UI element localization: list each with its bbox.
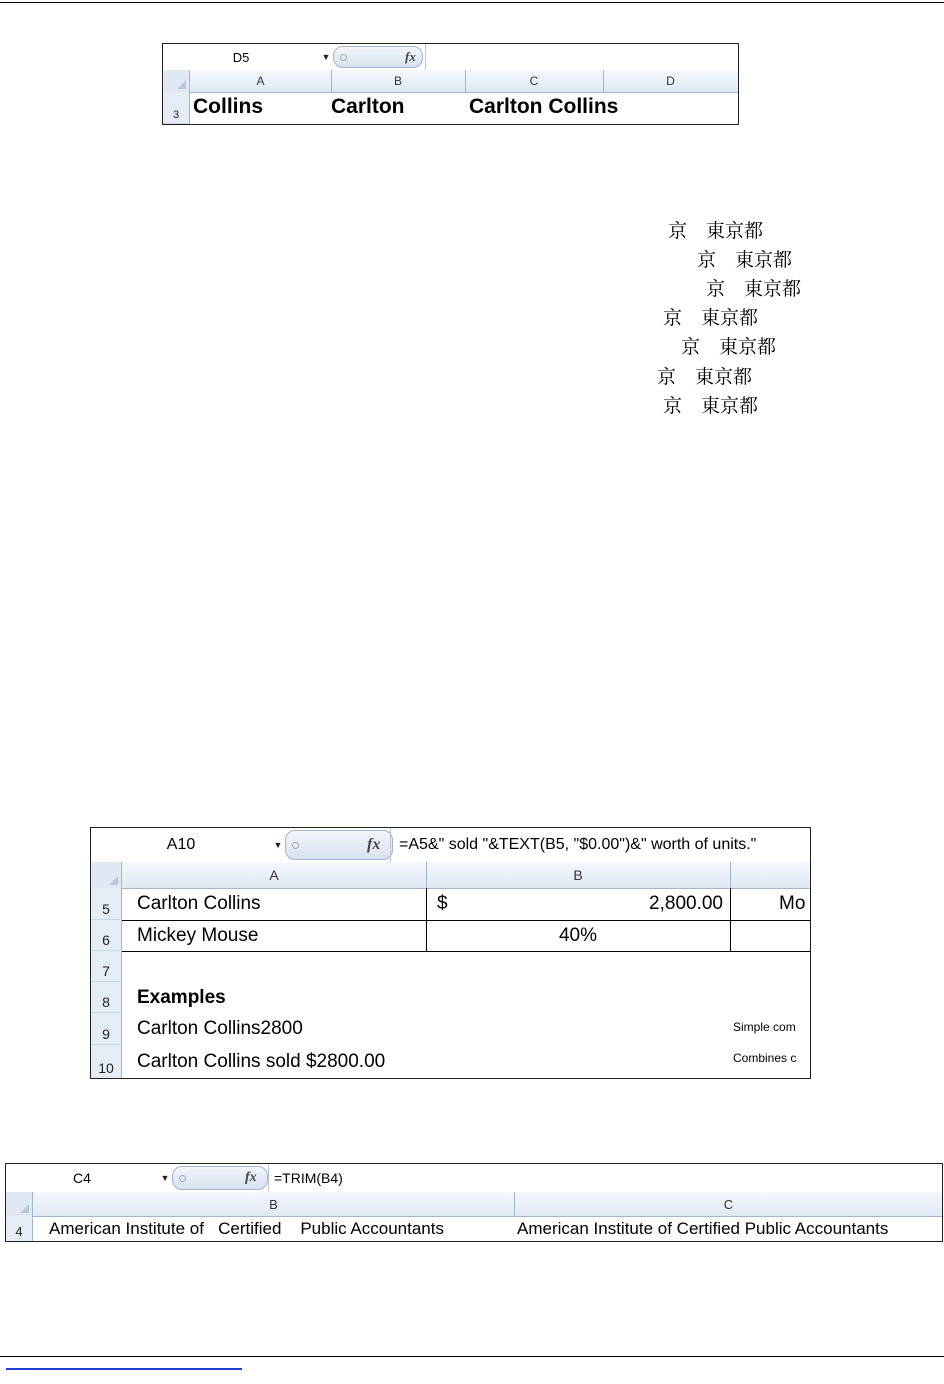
- column-header-c[interactable]: [730, 862, 811, 888]
- row-header-6[interactable]: 6: [91, 920, 122, 951]
- name-box[interactable]: [6, 1164, 172, 1192]
- column-header-row: [91, 862, 810, 889]
- kanji-line: 京 東京都: [706, 278, 802, 300]
- formula-bar: [163, 44, 738, 71]
- column-header-row: [163, 70, 738, 93]
- chevron-down-icon[interactable]: ▼: [321, 52, 331, 62]
- row-header-4[interactable]: 4: [6, 1216, 33, 1242]
- cell-a5[interactable]: Carlton Collins: [137, 893, 261, 914]
- cell-a6[interactable]: Mickey Mouse: [137, 924, 259, 946]
- kanji-line: 京 東京都: [697, 249, 793, 271]
- formula-input[interactable]: =TRIM(B4): [274, 1170, 343, 1186]
- cell-border: [730, 888, 731, 951]
- cell-c5[interactable]: Mo: [779, 893, 806, 914]
- column-header-b[interactable]: B: [331, 70, 466, 92]
- footer-link-underline[interactable]: [6, 1368, 242, 1370]
- select-all-corner[interactable]: [163, 70, 190, 92]
- cell-c3[interactable]: Carlton Collins: [469, 95, 619, 118]
- name-box-value: C4: [73, 1170, 91, 1186]
- grip-dot-icon: [292, 842, 299, 849]
- cell-a3[interactable]: Collins: [193, 95, 264, 118]
- chevron-down-icon[interactable]: ▼: [160, 1173, 170, 1183]
- column-header-a[interactable]: A: [122, 862, 427, 888]
- column-header-d[interactable]: D: [603, 70, 739, 92]
- excel-screenshot-text-function: [90, 827, 811, 1079]
- row-header-9[interactable]: 9: [91, 1013, 122, 1045]
- select-all-corner[interactable]: [6, 1192, 33, 1216]
- cell-border: [122, 951, 811, 952]
- kanji-line: 京 東京都: [668, 220, 764, 242]
- name-box[interactable]: [163, 44, 333, 70]
- name-box-value: A10: [166, 836, 196, 853]
- select-all-corner[interactable]: [91, 862, 122, 888]
- name-box[interactable]: [91, 828, 285, 862]
- cell-b5-currency[interactable]: $: [437, 893, 448, 914]
- cell-c9[interactable]: Simple com: [733, 1020, 796, 1034]
- formula-divider: [268, 1164, 269, 1192]
- grip-dot-icon: [179, 1175, 186, 1182]
- column-header-c[interactable]: C: [514, 1192, 943, 1216]
- formula-divider: [425, 44, 426, 70]
- column-header-row: [6, 1192, 942, 1217]
- fx-icon[interactable]: fx: [367, 836, 381, 853]
- formula-input[interactable]: =A5&" sold "&TEXT(B5, "$0.00")&" worth of units.": [399, 836, 757, 853]
- kanji-line: 京 東京都: [657, 366, 753, 388]
- column-header-b[interactable]: B: [33, 1192, 515, 1216]
- fx-icon[interactable]: fx: [245, 1170, 257, 1185]
- row-header-8[interactable]: 8: [91, 982, 122, 1013]
- kanji-line: 京 東京都: [663, 395, 759, 417]
- column-header-a[interactable]: A: [190, 70, 332, 92]
- cell-a10[interactable]: Carlton Collins sold $2800.00: [137, 1051, 386, 1072]
- name-box-value: D5: [232, 49, 250, 65]
- footer-rule: [0, 1356, 944, 1357]
- column-header-c[interactable]: C: [465, 70, 604, 92]
- formula-bar: [91, 828, 810, 863]
- row-header-5[interactable]: 5: [91, 888, 122, 920]
- row-header-10[interactable]: 10: [91, 1045, 122, 1079]
- cell-c4[interactable]: American Institute of Certified Public Accountants: [517, 1219, 889, 1238]
- chevron-down-icon[interactable]: ▼: [273, 840, 283, 850]
- column-header-b[interactable]: B: [426, 862, 731, 888]
- row-header-7[interactable]: 7: [91, 951, 122, 982]
- cell-c10[interactable]: Combines c: [733, 1051, 797, 1065]
- cell-b4[interactable]: American Institute of Certified Public Accountants: [49, 1219, 444, 1238]
- cell-b6[interactable]: 40%: [558, 924, 598, 946]
- cell-b3[interactable]: Carlton: [331, 95, 405, 118]
- cell-a8[interactable]: Examples: [137, 986, 226, 1008]
- excel-screenshot-trim-function: [5, 1163, 943, 1242]
- fx-icon[interactable]: fx: [405, 49, 416, 64]
- grip-dot-icon: [340, 54, 347, 61]
- kanji-line: 京 東京都: [681, 336, 777, 358]
- formula-divider: [390, 828, 391, 862]
- top-rule: [0, 2, 944, 3]
- excel-screenshot-names: [162, 43, 739, 125]
- kanji-line: 京 東京都: [663, 307, 759, 329]
- formula-bar: [6, 1164, 942, 1193]
- cell-b5-value[interactable]: 2,800.00: [649, 893, 723, 914]
- row-header-3[interactable]: 3: [163, 92, 190, 124]
- cell-a9[interactable]: Carlton Collins2800: [137, 1018, 303, 1039]
